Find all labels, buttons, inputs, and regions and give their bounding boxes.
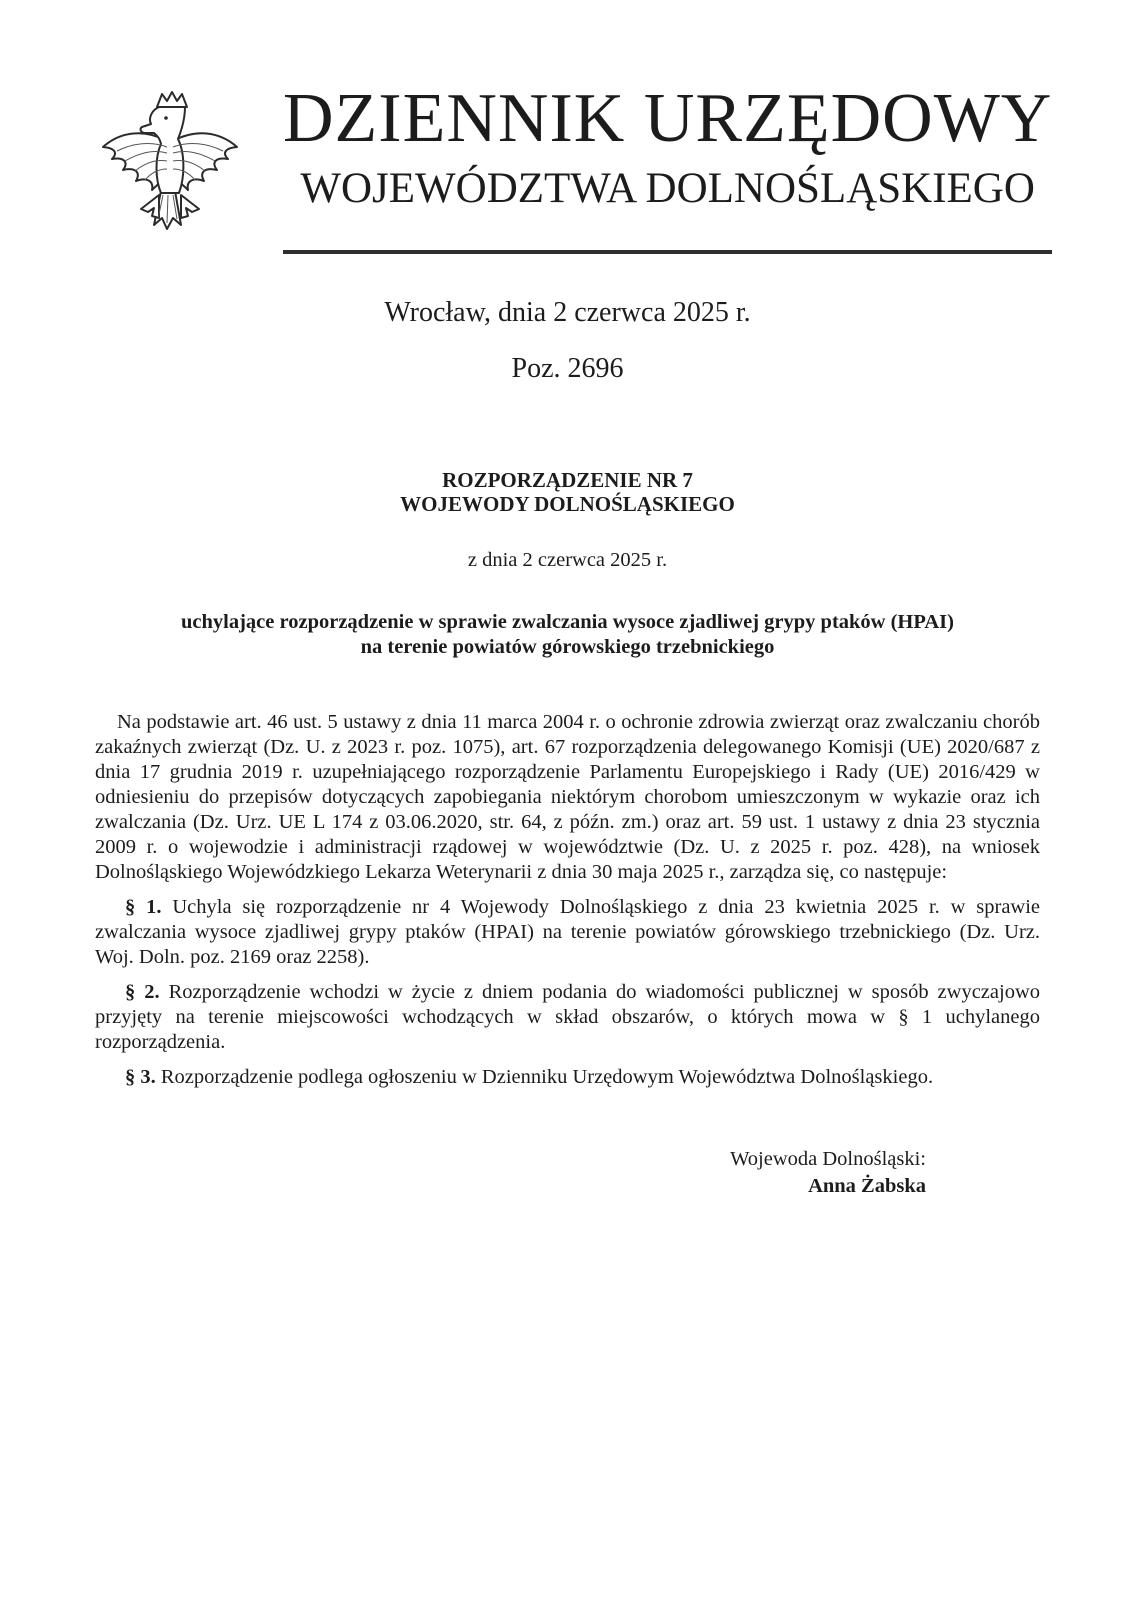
preamble-paragraph: Na podstawie art. 46 ust. 5 ustawy z dnia 11 marca 2004 r. o ochronie zdrowia zwierząt oraz zwalczaniu chorób zakaźnych zwierząt (Dz. U. z 2023 r. poz. 1075), art. 67 rozporządzenia delegowanego Komisji (UE) 2020/687 z dnia 17 grudnia 2019 r. uzupełniającego rozporządzenie Parlamentu Europejskiego i Rady (UE) 2016/429 w odniesieniu do przepisów dotyczących zapobiegania niektórym chorobom umieszczonym w wykazie oraz ich zwalczania (Dz. Urz. UE L 174 z 03.06.2020, str. 64, z późn. zm.) oraz art. 59 ust. 1 ustawy z dnia 23 stycznia 2009 r. o wojewodzie i administracji rządowej w województwie (Dz. U. z 2025 r. poz. 428), na wniosek Dolnośląskiego Wojewódzkiego Lekarza Weterynarii z dnia 30 maja 2025 r., zarządza się, co następuje: [95,711,1040,883]
journal-header [95,80,1053,254]
section-marker-3: § 3. [125,1066,156,1088]
section-paragraph-2 [95,980,1040,1055]
act-subject-line2: na terenie powiatów górowskiego trzebnickiego [360,636,775,658]
section-text-2: Rozporządzenie wchodzi w życie z dniem podania do wiadomości publicznej w sposób zwyczajowo przyjęty na terenie miejscowości wchodzących w skład obszarów, o których mowa w § 1 uchylanego rozporządzenia. [95,981,1041,1053]
act-date-line: z dnia 2 czerwca 2025 r. [467,549,668,571]
journal-masthead [283,80,1053,254]
signature-role: Wojewoda Dolnośląski: [730,1148,926,1170]
section-marker-2: § 2. [125,981,160,1003]
act-heading-line1: ROZPORZĄDZENIE NR 7 [442,468,693,492]
signature-block [95,1146,1040,1200]
section-text-1: Uchyla się rozporządzenie nr 4 Wojewody Dolnośląskiego z dnia 23 kwietnia 2025 r. w sprawie zwalczania wysoce zjadliwej grypy ptaków (HPAI) na terenie powiatów górowskiego trzebnickiego (Dz. Urz. Woj. Doln. poz. 2169 oraz 2258). [95,896,1041,968]
act-subject [95,610,1040,660]
polish-eagle-emblem-icon [95,90,245,254]
section-paragraph-1 [95,895,1040,970]
position-number: Poz. 2696 [511,353,624,384]
place-date-line: Wrocław, dnia 2 czerwca 2025 r. [384,297,751,328]
act-heading-line2: WOJEWODY DOLNOŚLĄSKIEGO [400,492,735,516]
section-text-3: Rozporządzenie podlega ogłoszeniu w Dzienniku Urzędowym Województwa Dolnośląskiego. [160,1066,934,1088]
section-paragraph-3 [95,1065,1040,1090]
section-marker-1: § 1. [125,896,162,918]
act-heading [95,468,1040,516]
journal-subtitle: WOJEWÓDZTWA DOLNOŚLĄSKIEGO [300,165,1035,212]
act-subject-line1: uchylające rozporządzenie w sprawie zwalczania wysoce zjadliwej grypy ptaków (HPAI) [181,611,954,633]
signature-name: Anna Żabska [808,1175,926,1197]
journal-title: DZIENNIK URZĘDOWY [283,80,1053,157]
